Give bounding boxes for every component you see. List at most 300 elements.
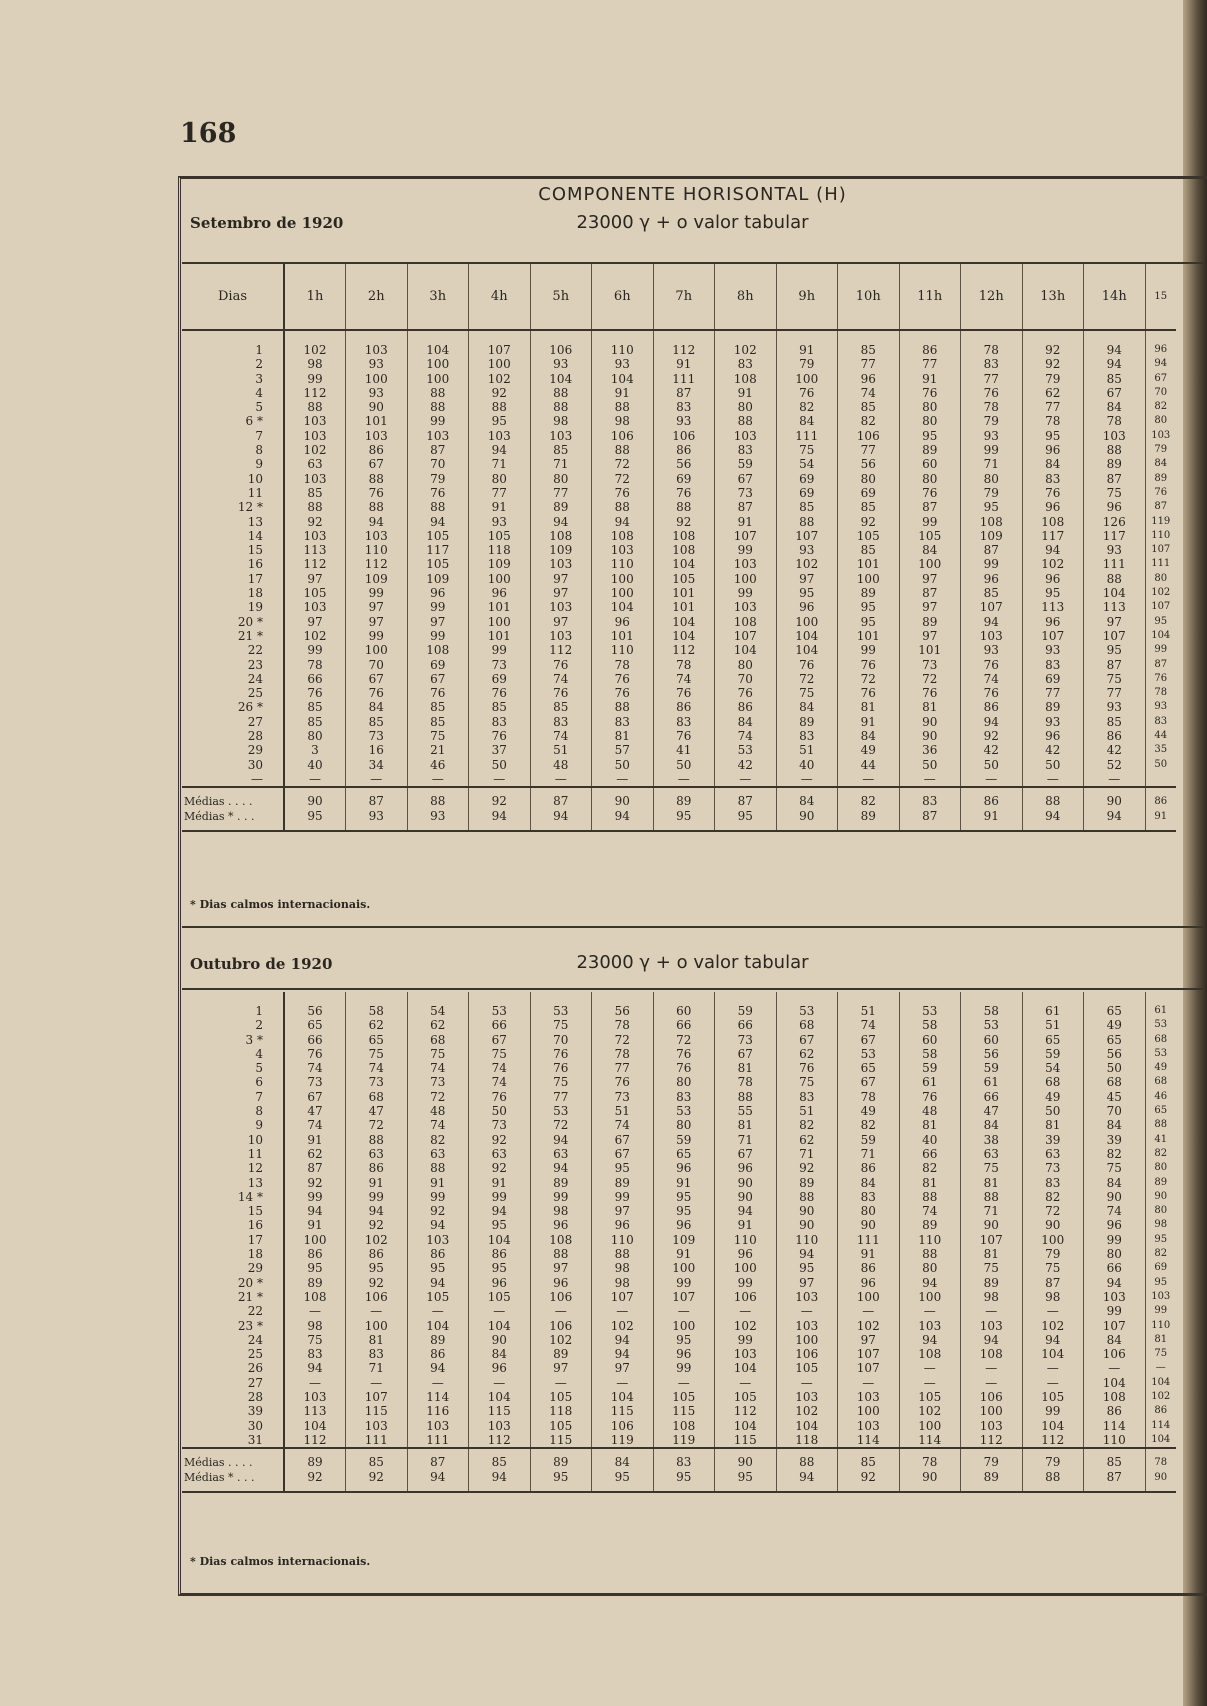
hour-value: 69 bbox=[1145, 1261, 1176, 1275]
day-label: 23 bbox=[247, 657, 263, 672]
medias-value: 87 bbox=[346, 794, 408, 809]
hour-value: 86 bbox=[653, 443, 715, 457]
hour-value: 104 bbox=[1145, 629, 1176, 643]
hour-value: 94 bbox=[592, 1347, 654, 1361]
hour-value: 54 bbox=[1022, 1061, 1084, 1075]
end-cell bbox=[1084, 1485, 1146, 1492]
hour-value: 81 bbox=[715, 1118, 777, 1132]
hour-value: 76 bbox=[592, 1075, 654, 1089]
hour-value: 89 bbox=[592, 1176, 654, 1190]
hour-value: 104 bbox=[653, 615, 715, 629]
hour-value: 101 bbox=[838, 629, 900, 643]
hour-value: 48 bbox=[899, 1104, 961, 1118]
separator-cell bbox=[182, 1448, 284, 1455]
separator-cell bbox=[838, 1448, 900, 1455]
hour-value: 115 bbox=[469, 1404, 531, 1418]
hour-value: 61 bbox=[1145, 1004, 1176, 1018]
hour-value: 76 bbox=[715, 686, 777, 700]
hour-value: 105 bbox=[653, 1390, 715, 1404]
medias-value: 90 bbox=[715, 1455, 777, 1470]
hour-value: 86 bbox=[407, 1347, 469, 1361]
hour-value: 93 bbox=[1022, 643, 1084, 657]
hour-value: 89 bbox=[899, 443, 961, 457]
hour-value: 65 bbox=[1084, 1004, 1146, 1018]
separator-cell bbox=[284, 1448, 346, 1455]
hour-value: 62 bbox=[284, 1147, 346, 1161]
hour-value: 103 bbox=[715, 1347, 777, 1361]
september-day-row bbox=[182, 643, 1176, 657]
hour-value: 93 bbox=[1022, 715, 1084, 729]
hour-value: 76 bbox=[776, 1061, 838, 1075]
hour-value: 89 bbox=[899, 615, 961, 629]
september-day-row bbox=[182, 557, 1176, 571]
september-day-row bbox=[182, 572, 1176, 586]
hour-value: 98 bbox=[530, 1204, 592, 1218]
medias-value: 78 bbox=[899, 1455, 961, 1470]
hour-value: 88 bbox=[653, 500, 715, 514]
hour-value: 90 bbox=[1145, 1190, 1176, 1204]
end-cell bbox=[284, 824, 346, 831]
hour-value: 105 bbox=[776, 1361, 838, 1375]
hour-value: 53 bbox=[530, 1004, 592, 1018]
hour-value: 113 bbox=[284, 1404, 346, 1418]
hour-value: 78 bbox=[1145, 686, 1176, 700]
end-cell bbox=[776, 824, 838, 831]
hour-value: 103 bbox=[284, 1390, 346, 1404]
october-day-row bbox=[182, 1204, 1176, 1218]
hour-value: 97 bbox=[530, 586, 592, 600]
hour-value: — bbox=[776, 1376, 838, 1390]
spacer-cell bbox=[284, 992, 346, 1004]
hour-value: 86 bbox=[961, 700, 1023, 714]
hour-value: 75 bbox=[530, 1018, 592, 1032]
medias-value: 90 bbox=[284, 794, 346, 809]
medias-value: 87 bbox=[530, 794, 592, 809]
hour-value: 54 bbox=[407, 1004, 469, 1018]
medias-label: Médias * . . . bbox=[184, 1471, 255, 1485]
hour-value: 47 bbox=[284, 1104, 346, 1118]
hour-value: 73 bbox=[715, 1033, 777, 1047]
column-header: 2h bbox=[346, 264, 408, 330]
hour-value: 96 bbox=[653, 1347, 715, 1361]
hour-value: 114 bbox=[407, 1390, 469, 1404]
hour-value: 83 bbox=[776, 729, 838, 743]
day-label: 28 bbox=[247, 729, 263, 744]
hour-value: 110 bbox=[1145, 529, 1176, 543]
medias-value: 95 bbox=[715, 1470, 777, 1485]
hour-value: 104 bbox=[592, 372, 654, 386]
hour-value: 105 bbox=[530, 1390, 592, 1404]
hour-value: 86 bbox=[653, 700, 715, 714]
hour-value: 66 bbox=[1084, 1261, 1146, 1275]
hour-value: 109 bbox=[653, 1233, 715, 1247]
hour-value: 108 bbox=[530, 1233, 592, 1247]
end-cell bbox=[530, 824, 592, 831]
hour-value: 76 bbox=[346, 486, 408, 500]
hour-value: 91 bbox=[899, 372, 961, 386]
hour-value: 92 bbox=[469, 1161, 531, 1175]
hour-value: 95 bbox=[776, 586, 838, 600]
hour-value: 83 bbox=[653, 715, 715, 729]
hour-value: 49 bbox=[1145, 1061, 1176, 1075]
hour-value: 62 bbox=[1022, 386, 1084, 400]
hour-value: 94 bbox=[899, 1276, 961, 1290]
hour-value: 90 bbox=[715, 1190, 777, 1204]
hour-value: 92 bbox=[838, 515, 900, 529]
hour-value: 100 bbox=[407, 357, 469, 371]
hour-value: 102 bbox=[899, 1404, 961, 1418]
hour-value: — bbox=[469, 1376, 531, 1390]
hour-value: 100 bbox=[653, 1261, 715, 1275]
hour-value: 63 bbox=[469, 1147, 531, 1161]
spacer-cell bbox=[1145, 992, 1176, 1004]
hour-value: 87 bbox=[1145, 500, 1176, 514]
hour-value: 74 bbox=[592, 1118, 654, 1132]
hour-value: 95 bbox=[961, 500, 1023, 514]
hour-value: 95 bbox=[469, 414, 531, 428]
hour-value: 106 bbox=[530, 343, 592, 357]
hour-value: 76 bbox=[530, 686, 592, 700]
hour-value: 99 bbox=[346, 1190, 408, 1204]
hour-value: 67 bbox=[469, 1033, 531, 1047]
hour-value: 65 bbox=[1145, 1104, 1176, 1118]
hour-value: 44 bbox=[838, 758, 900, 772]
hour-value: 68 bbox=[1145, 1033, 1176, 1047]
hour-value: 111 bbox=[1084, 557, 1146, 571]
hour-value: 110 bbox=[346, 543, 408, 557]
hour-value: 79 bbox=[1022, 1247, 1084, 1261]
hour-value: 98 bbox=[592, 414, 654, 428]
hour-value: 93 bbox=[776, 543, 838, 557]
september-footnote: * Dias calmos internacionais. bbox=[190, 898, 371, 911]
day-label: 3 * bbox=[245, 1032, 263, 1047]
hour-value: 112 bbox=[653, 343, 715, 357]
separator-cell bbox=[346, 1448, 408, 1455]
hour-value: 88 bbox=[899, 1190, 961, 1204]
hour-value: 75 bbox=[776, 443, 838, 457]
october-month-title: Outubro de 1920 bbox=[190, 955, 333, 973]
spacer-cell bbox=[1084, 330, 1146, 343]
hour-value: 77 bbox=[899, 357, 961, 371]
hour-value: 103 bbox=[469, 1419, 531, 1433]
page-number: 168 bbox=[180, 118, 237, 149]
hour-value: 87 bbox=[653, 386, 715, 400]
hour-value: 77 bbox=[961, 372, 1023, 386]
hour-value: 82 bbox=[838, 414, 900, 428]
hour-value: 76 bbox=[961, 386, 1023, 400]
medias-value: 95 bbox=[653, 1470, 715, 1485]
hour-value: 101 bbox=[592, 629, 654, 643]
day-label: 19 bbox=[247, 600, 263, 615]
hour-value: 76 bbox=[899, 1090, 961, 1104]
hour-value: 76 bbox=[530, 1061, 592, 1075]
hour-value: 105 bbox=[838, 529, 900, 543]
medias-value: 95 bbox=[284, 809, 346, 824]
october-day-row bbox=[182, 1304, 1176, 1318]
medias-label: Médias * . . . bbox=[184, 810, 255, 824]
end-cell bbox=[961, 1485, 1023, 1492]
hour-value: 67 bbox=[715, 472, 777, 486]
hour-value: 107 bbox=[776, 529, 838, 543]
hour-value: 115 bbox=[530, 1433, 592, 1448]
october-day-row bbox=[182, 1404, 1176, 1418]
hour-value: 47 bbox=[961, 1104, 1023, 1118]
hour-value: 53 bbox=[653, 1104, 715, 1118]
hour-value: 104 bbox=[1145, 1433, 1176, 1448]
spacer-cell bbox=[715, 330, 777, 343]
day-label: 6 * bbox=[245, 414, 263, 429]
hour-value: 50 bbox=[653, 758, 715, 772]
hour-value: 100 bbox=[469, 357, 531, 371]
medias-value: 85 bbox=[1084, 1455, 1146, 1470]
hour-value: 76 bbox=[1022, 486, 1084, 500]
end-cell bbox=[407, 824, 469, 831]
spacer-row bbox=[182, 330, 1176, 343]
day-label: 11 bbox=[247, 485, 263, 500]
hour-value: 103 bbox=[1084, 1290, 1146, 1304]
hour-value: 117 bbox=[1022, 529, 1084, 543]
medias-value: 94 bbox=[776, 1470, 838, 1485]
day-label: 24 bbox=[247, 1332, 263, 1347]
hour-value: — bbox=[715, 1376, 777, 1390]
hour-value: 105 bbox=[899, 529, 961, 543]
hour-value: 110 bbox=[1145, 1319, 1176, 1333]
september-day-row bbox=[182, 615, 1176, 629]
september-day-row bbox=[182, 700, 1176, 714]
hour-value: 67 bbox=[1145, 372, 1176, 386]
hour-value: 88 bbox=[776, 1190, 838, 1204]
hour-value: 108 bbox=[1022, 515, 1084, 529]
hour-value: 75 bbox=[776, 1075, 838, 1089]
column-header: 11h bbox=[899, 264, 961, 330]
hour-value: 92 bbox=[407, 1204, 469, 1218]
hour-value: 100 bbox=[346, 643, 408, 657]
hour-value: 103 bbox=[407, 1419, 469, 1433]
hour-value: 104 bbox=[1022, 1347, 1084, 1361]
separator-cell bbox=[346, 787, 408, 794]
column-header: 3h bbox=[407, 264, 469, 330]
separator-cell bbox=[1022, 1448, 1084, 1455]
spacer-cell bbox=[838, 330, 900, 343]
medias-value: 95 bbox=[592, 1470, 654, 1485]
hour-value: 59 bbox=[653, 1133, 715, 1147]
dash-cell: — bbox=[469, 772, 531, 787]
hour-value: 84 bbox=[961, 1118, 1023, 1132]
hour-value: 39 bbox=[1022, 1133, 1084, 1147]
hour-value: 97 bbox=[899, 629, 961, 643]
hour-value: 104 bbox=[1084, 1376, 1146, 1390]
hour-value: 118 bbox=[469, 543, 531, 557]
hour-value: 103 bbox=[961, 1419, 1023, 1433]
hour-value: 102 bbox=[346, 1233, 408, 1247]
hour-value: 110 bbox=[592, 343, 654, 357]
hour-value: 90 bbox=[961, 1218, 1023, 1232]
hour-value: 108 bbox=[1084, 1390, 1146, 1404]
hour-value: 40 bbox=[776, 758, 838, 772]
hour-value: 103 bbox=[838, 1419, 900, 1433]
hour-value: 95 bbox=[776, 1261, 838, 1275]
hour-value: 86 bbox=[1145, 1404, 1176, 1418]
day-label: 12 * bbox=[237, 500, 263, 515]
october-day-row bbox=[182, 1347, 1176, 1361]
hour-value: 86 bbox=[284, 1247, 346, 1261]
hour-value: 81 bbox=[1022, 1118, 1084, 1132]
end-cell bbox=[346, 824, 408, 831]
hour-value: 90 bbox=[346, 400, 408, 414]
hour-value: 97 bbox=[530, 1261, 592, 1275]
day-label: 20 * bbox=[237, 614, 263, 629]
hour-value: 110 bbox=[1084, 1433, 1146, 1448]
september-day-row bbox=[182, 472, 1176, 486]
medias-value: 95 bbox=[715, 809, 777, 824]
hour-value: 93 bbox=[653, 414, 715, 428]
hour-value: 76 bbox=[1145, 672, 1176, 686]
day-label: 22 bbox=[247, 1304, 263, 1319]
september-day-row bbox=[182, 743, 1176, 757]
hour-value: 54 bbox=[776, 457, 838, 471]
header-row bbox=[182, 264, 1176, 330]
hour-value: 81 bbox=[899, 1176, 961, 1190]
hour-value: 76 bbox=[899, 386, 961, 400]
hour-value: — bbox=[653, 1376, 715, 1390]
medias-value: 95 bbox=[653, 809, 715, 824]
medias-value: 88 bbox=[407, 794, 469, 809]
hour-value: 83 bbox=[838, 1190, 900, 1204]
hour-value: 107 bbox=[1022, 629, 1084, 643]
hour-value: 59 bbox=[1022, 1047, 1084, 1061]
hour-value: 81 bbox=[592, 729, 654, 743]
medias-value: 94 bbox=[469, 1470, 531, 1485]
hour-value: 83 bbox=[592, 715, 654, 729]
end-cell bbox=[1022, 824, 1084, 831]
hour-value: 51 bbox=[1022, 1018, 1084, 1032]
medias-value: 89 bbox=[530, 1455, 592, 1470]
spacer-cell bbox=[1084, 992, 1146, 1004]
medias-value: 89 bbox=[284, 1455, 346, 1470]
hour-value: 108 bbox=[715, 615, 777, 629]
separator-cell bbox=[1145, 1448, 1176, 1455]
end-cell bbox=[182, 824, 284, 831]
hour-value: 76 bbox=[469, 1090, 531, 1104]
hour-value: 59 bbox=[961, 1061, 1023, 1075]
hour-value: 104 bbox=[1022, 1419, 1084, 1433]
column-header: 12h bbox=[961, 264, 1023, 330]
hour-value: 93 bbox=[346, 357, 408, 371]
day-label: 27 bbox=[247, 714, 263, 729]
hour-value: 103 bbox=[407, 429, 469, 443]
medias-value: 90 bbox=[592, 794, 654, 809]
hour-value: 88 bbox=[284, 400, 346, 414]
hour-value: 57 bbox=[592, 743, 654, 757]
hour-value: 69 bbox=[407, 658, 469, 672]
day-label: 25 bbox=[247, 1347, 263, 1362]
hour-value: 73 bbox=[715, 486, 777, 500]
hour-value: 91 bbox=[653, 357, 715, 371]
hour-value: 99 bbox=[715, 543, 777, 557]
october-day-row bbox=[182, 1290, 1176, 1304]
hour-value: 83 bbox=[715, 443, 777, 457]
spacer-cell bbox=[407, 992, 469, 1004]
hour-value: 107 bbox=[1084, 1319, 1146, 1333]
hour-value: 73 bbox=[346, 729, 408, 743]
end-cell bbox=[530, 1485, 592, 1492]
hour-value: 72 bbox=[407, 1090, 469, 1104]
hour-value: 76 bbox=[653, 486, 715, 500]
hour-value: 91 bbox=[838, 715, 900, 729]
day-label: 31 bbox=[247, 1432, 263, 1447]
hour-value: 88 bbox=[407, 386, 469, 400]
hour-value: 70 bbox=[715, 672, 777, 686]
hour-value: 73 bbox=[469, 1118, 531, 1132]
separator-cell bbox=[899, 787, 961, 794]
september-day-row bbox=[182, 443, 1176, 457]
end-cell bbox=[592, 824, 654, 831]
dash-cell: — bbox=[346, 772, 408, 787]
hour-value: 76 bbox=[899, 486, 961, 500]
hour-value: 94 bbox=[407, 1276, 469, 1290]
hour-value: 16 bbox=[346, 743, 408, 757]
column-header: 1h bbox=[284, 264, 346, 330]
october-day-row bbox=[182, 1261, 1176, 1275]
hour-value: 86 bbox=[899, 343, 961, 357]
hour-value: 85 bbox=[1084, 715, 1146, 729]
hour-value: — bbox=[961, 1361, 1023, 1375]
hour-value: 110 bbox=[715, 1233, 777, 1247]
day-label: 27 bbox=[247, 1375, 263, 1390]
dash-row bbox=[182, 772, 1176, 787]
hour-value: 111 bbox=[838, 1233, 900, 1247]
hour-value: 102 bbox=[284, 443, 346, 457]
hour-value: 80 bbox=[653, 1118, 715, 1132]
spacer-cell bbox=[592, 992, 654, 1004]
hour-value: 65 bbox=[838, 1061, 900, 1075]
hour-value: 88 bbox=[592, 1247, 654, 1261]
separator-cell bbox=[899, 1448, 961, 1455]
september-day-row bbox=[182, 529, 1176, 543]
day-label: 2 bbox=[255, 357, 263, 372]
hour-value: 96 bbox=[1022, 729, 1084, 743]
spacer-cell bbox=[284, 330, 346, 343]
hour-value: 99 bbox=[407, 414, 469, 428]
hour-value: 56 bbox=[1084, 1047, 1146, 1061]
hour-value: 48 bbox=[407, 1104, 469, 1118]
hour-value: 102 bbox=[469, 372, 531, 386]
hour-value: 105 bbox=[469, 529, 531, 543]
october-day-row bbox=[182, 1376, 1176, 1390]
column-header: 10h bbox=[838, 264, 900, 330]
hour-value: 49 bbox=[838, 1104, 900, 1118]
hour-value: 96 bbox=[1022, 615, 1084, 629]
hour-value: 96 bbox=[1022, 500, 1084, 514]
hour-value: 106 bbox=[838, 429, 900, 443]
hour-value: 92 bbox=[469, 1133, 531, 1147]
hour-value: 99 bbox=[715, 1333, 777, 1347]
hour-value: 119 bbox=[653, 1433, 715, 1448]
hour-value: 112 bbox=[530, 643, 592, 657]
hour-value: 53 bbox=[469, 1004, 531, 1018]
hour-value: 104 bbox=[1084, 586, 1146, 600]
hour-value: 91 bbox=[346, 1176, 408, 1190]
hour-value: 53 bbox=[776, 1004, 838, 1018]
hour-value: 92 bbox=[346, 1276, 408, 1290]
hour-value: 63 bbox=[407, 1147, 469, 1161]
hour-value: 97 bbox=[346, 600, 408, 614]
hour-value: 72 bbox=[592, 457, 654, 471]
hour-value: 107 bbox=[592, 1290, 654, 1304]
hour-value: 85 bbox=[838, 400, 900, 414]
hour-value: 41 bbox=[1145, 1133, 1176, 1147]
hour-value: 88 bbox=[407, 1161, 469, 1175]
